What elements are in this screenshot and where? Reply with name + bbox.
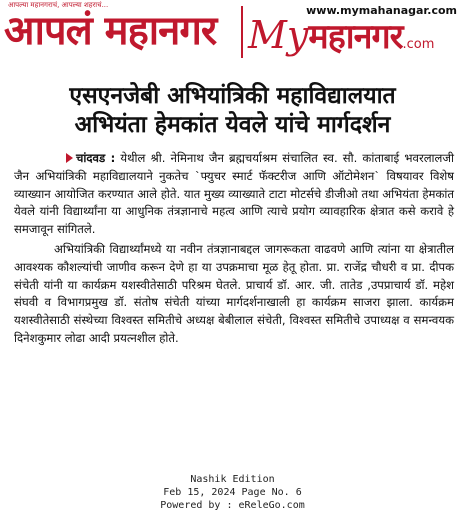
footer-edition: Nashik Edition bbox=[190, 474, 275, 485]
article-headline bbox=[20, 82, 445, 140]
edition-footer bbox=[0, 473, 465, 512]
brand-logo-name: महानगर bbox=[308, 17, 403, 57]
article-body bbox=[14, 150, 454, 350]
article-dateline: चांदवड : bbox=[76, 151, 116, 165]
masthead bbox=[0, 0, 465, 70]
masthead-divider bbox=[241, 6, 243, 58]
paragraph-2-text: अभियांत्रिकी विद्यार्थ्यांमध्ये या नवीन तंत्रज्ञानाबद्दल जागरूकता वाढवणे आणि त्यांना या क्षेत्रातील आवश्यक कौशल्यांची जाणीव करून देणे हा या उपक्रमाचा मूळ हेतू होता. प्रा. राजेंद्र चौधरी व प्रा. दीपक संचेती यांनी या कार्यक्रम यशस्वीतेसाठी परिश्रम घेतले. प्राचार्य डॉ. आर. जी. तातेड ,उपप्राचार्य डॉ. महेश संघवी व विभागप्रमुख डॉ. संतोष संचेती यांच्या मार्गदर्शनाखाली हा कार्यक्रम साजरा झाला. कार्यक्रम यशस्वीतेसाठी संस्थेच्या विश्वस्त समितीचे अध्यक्ष बेबीलाल संचेती, विश्वस्त समितीचे उपाध्यक्ष व समन्वयक दिनेशकुमार लोढा आदी प्रयत्नशील होते. bbox=[14, 241, 454, 345]
brand-logo-right bbox=[248, 12, 434, 68]
headline-line-2: अभियंता हेमकांत येवले यांचे मार्गदर्शन bbox=[74, 112, 391, 138]
brand-logo-com: .com bbox=[402, 37, 435, 52]
brand-tagline: आपल्या महानगराचं, आपल्या शहराचं... bbox=[8, 1, 109, 9]
article-paragraph-1 bbox=[14, 150, 454, 239]
brand-url: www.mymahanagar.com bbox=[306, 4, 457, 17]
paragraph-1-text: येथील श्री. नेमिनाथ जैन ब्रह्मचर्याश्रम संचालित स्व. सौ. कांताबाई भवरलालजी जैन अभियांत्रिकी महाविद्यालयाने नुकतेच `फ्युचर स्मार्ट फॅक्टरीज आणि ऑटोमेशन` विषयावर विशेष व्याख्यान आयोजित करण्यात आले होते. यात मुख्य व्याख्याते टाटा मोटर्सचे डीजीओ तथा अभियंता हेमकांत येवले यांनी विद्यार्थ्यांना या आधुनिक तंत्रज्ञानाचे महत्व आणि त्याचे प्रयोग व्यावहारिक क्षेत्रात कसे करावे हे समजावून सांगितले. bbox=[14, 151, 455, 237]
footer-powered-by: Powered by : eReleGo.com bbox=[160, 500, 305, 511]
dateline-arrow-icon bbox=[66, 153, 73, 163]
brand-logo-left: आपलं महानगर bbox=[4, 8, 217, 54]
footer-date-page: Feb 15, 2024 Page No. 6 bbox=[163, 487, 302, 498]
article-paragraph-2 bbox=[14, 241, 454, 348]
brand-logo-my: My bbox=[248, 13, 309, 57]
headline-line-1: एसएनजेबी अभियांत्रिकी महाविद्यालयात bbox=[69, 83, 396, 109]
